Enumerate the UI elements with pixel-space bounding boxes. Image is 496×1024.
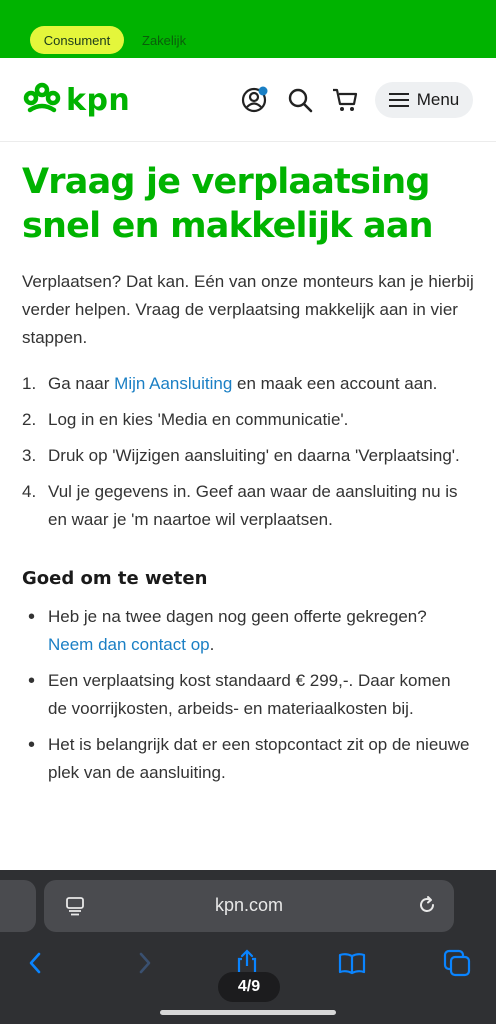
bullet-icon: • bbox=[28, 670, 36, 692]
mijn-aansluiting-link[interactable]: Mijn Aansluiting bbox=[114, 374, 233, 393]
segment-consumer[interactable]: Consument bbox=[30, 26, 124, 54]
step-item bbox=[22, 406, 474, 434]
search-icon bbox=[287, 87, 313, 113]
good-to-know-heading: Goed om te weten bbox=[22, 568, 208, 589]
reload-icon[interactable] bbox=[416, 894, 438, 921]
step-item bbox=[22, 478, 474, 534]
bullet-icon: • bbox=[28, 606, 36, 628]
page-title: Vraag je verplaatsing snel en makkelijk aan bbox=[22, 162, 433, 246]
step-number: 3. bbox=[22, 446, 37, 465]
address-bar[interactable] bbox=[44, 880, 454, 932]
step-item bbox=[22, 370, 474, 398]
menu-label: Menu bbox=[416, 90, 460, 109]
cart-icon bbox=[331, 86, 359, 114]
contact-link[interactable]: Neem dan contact op bbox=[48, 635, 210, 654]
site-header bbox=[0, 58, 496, 142]
back-button[interactable] bbox=[20, 948, 50, 978]
hamburger-icon bbox=[389, 92, 409, 108]
step-number: 2. bbox=[22, 410, 37, 429]
info-list bbox=[22, 603, 474, 787]
step-text: Vul je gegevens in. Geef aan waar de aansluiting nu is en waar je 'm naartoe wil verplaatsen. bbox=[48, 482, 458, 529]
bullet-icon: • bbox=[28, 734, 36, 756]
intro-paragraph: Verplaatsen? Dat kan. Eén van onze monteurs kan je hierbij verder helpen. Vraag de verplaatsing makkelijk aan in vier stappen. bbox=[22, 272, 474, 347]
segment-business[interactable]: Zakelijk bbox=[142, 32, 187, 48]
step-text: Druk op 'Wijzigen aansluiting' en daarna 'Verplaatsing'. bbox=[48, 446, 460, 465]
steps-list bbox=[22, 370, 474, 534]
search-button[interactable] bbox=[286, 86, 314, 114]
info-text: Een verplaatsing kost standaard € 299,-. Daar komen de voorrijkosten, arbeids- en materiaalkosten bij. bbox=[48, 671, 451, 718]
info-text: Het is belangrijk dat er een stopcontact zit op de nieuwe plek van de aansluiting. bbox=[48, 735, 470, 782]
account-button[interactable] bbox=[240, 86, 268, 114]
kpn-logo[interactable] bbox=[22, 78, 130, 122]
page-counter-badge: 4/9 bbox=[218, 972, 280, 1002]
tabs-button[interactable] bbox=[442, 948, 472, 978]
step-item bbox=[22, 442, 474, 470]
segment-bar bbox=[0, 0, 496, 58]
user-account-icon bbox=[240, 86, 268, 114]
step-text: Log in en kies 'Media en communicatie'. bbox=[48, 410, 349, 429]
info-item bbox=[22, 667, 474, 723]
menu-button[interactable] bbox=[375, 82, 473, 118]
previous-tab-preview[interactable] bbox=[0, 880, 36, 932]
kpn-crown-icon bbox=[22, 80, 62, 120]
chevron-right-icon bbox=[136, 951, 154, 975]
info-text: Heb je na twee dagen nog geen offerte gekregen? Neem dan contact op. bbox=[48, 607, 427, 654]
cart-button[interactable] bbox=[331, 86, 359, 114]
info-item bbox=[22, 731, 474, 787]
main-content bbox=[22, 160, 474, 795]
tabs-icon bbox=[443, 949, 471, 977]
info-item bbox=[22, 603, 474, 659]
book-icon bbox=[337, 951, 367, 975]
bookmarks-button[interactable] bbox=[337, 948, 367, 978]
url-text: kpn.com bbox=[214, 895, 284, 915]
home-indicator[interactable] bbox=[160, 1010, 336, 1015]
chevron-left-icon bbox=[26, 951, 44, 975]
step-number: 1. bbox=[22, 374, 37, 393]
logo-text: kpn bbox=[66, 82, 131, 118]
step-number: 4. bbox=[22, 482, 37, 501]
forward-button[interactable] bbox=[130, 948, 160, 978]
step-text: Ga naar Mijn Aansluiting en maak een account aan. bbox=[48, 374, 438, 393]
